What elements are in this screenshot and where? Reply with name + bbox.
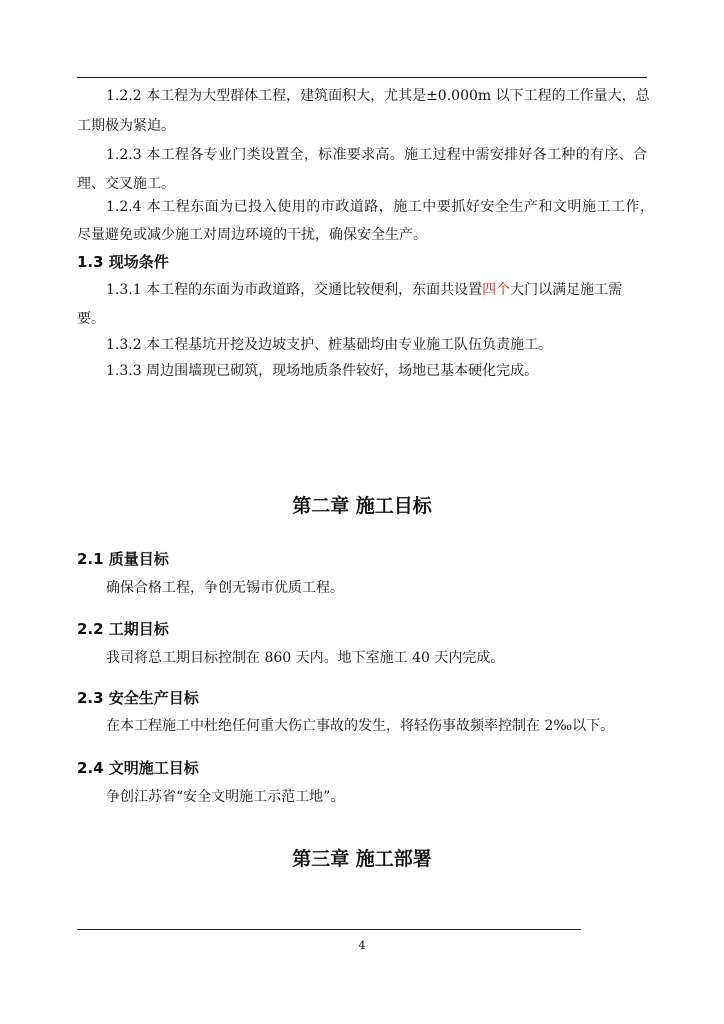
para-1-3-1-line-1	[106, 280, 622, 300]
para-1-2-3-line-1: 1.2.3 本工程各专业门类设置全，标准要求高。施工过程中需安排好各工种的有序、合	[106, 147, 647, 163]
section-title-2-2: 2.2 工期目标	[77, 620, 169, 638]
chapter-2-title: 第二章 施工目标	[292, 495, 432, 517]
section-title-1-3: 1.3 现场条件	[77, 253, 169, 271]
chapter-3-title: 第三章 施工部署	[292, 848, 432, 870]
page-number: 4	[358, 939, 366, 952]
para-1-2-4-line-1: 1.2.4 本工程东面为已投入使用的市政道路，施工中要抓好安全生产和文明施工工作，	[106, 199, 654, 215]
header-rule	[77, 77, 647, 78]
section-title-2-1: 2.1 质量目标	[77, 550, 169, 568]
section-2-2-text: 我司将总工期目标控制在 860 天内。地下室施工 40 天内完成。	[106, 650, 505, 666]
para-1-3-1-text-post: 大门以满足施工需	[510, 282, 623, 298]
para-1-3-1-highlight: 四个	[482, 282, 511, 298]
section-2-3-text: 在本工程施工中杜绝任何重大伤亡事故的发生，将轻伤事故频率控制在 2‰以下。	[106, 718, 615, 734]
para-1-2-4-line-2: 尽量避免或减少施工对周边环境的干扰，确保安全生产。	[77, 227, 427, 243]
section-title-2-4: 2.4 文明施工目标	[77, 759, 199, 777]
para-1-2-2-line-1: 1.2.2 本工程为大型群体工程，建筑面积大，尤其是±0.000m 以下工程的工作量大，总	[106, 88, 650, 104]
para-1-2-3-line-2: 理、交叉施工。	[77, 176, 175, 192]
section-title-2-3: 2.3 安全生产目标	[77, 689, 199, 707]
footer-rule	[77, 929, 581, 930]
para-1-3-3: 1.3.3 周边围墙现已砌筑，现场地质条件较好，场地已基本硬化完成。	[106, 363, 539, 379]
para-1-3-1-line-2: 要。	[77, 311, 105, 327]
para-1-2-2-line-2: 工期极为紧迫。	[77, 118, 175, 134]
para-1-3-1-text-pre: 1.3.1 本工程的东面为市政道路，交通比较便利，东面共设置	[106, 282, 483, 298]
para-1-3-2: 1.3.2 本工程基坑开挖及边坡支护、桩基础均由专业施工队伍负责施工。	[106, 337, 553, 353]
section-2-4-text: 争创江苏省“安全文明施工示范工地”。	[106, 789, 345, 805]
section-2-1-text: 确保合格工程，争创无锡市优质工程。	[106, 580, 344, 596]
